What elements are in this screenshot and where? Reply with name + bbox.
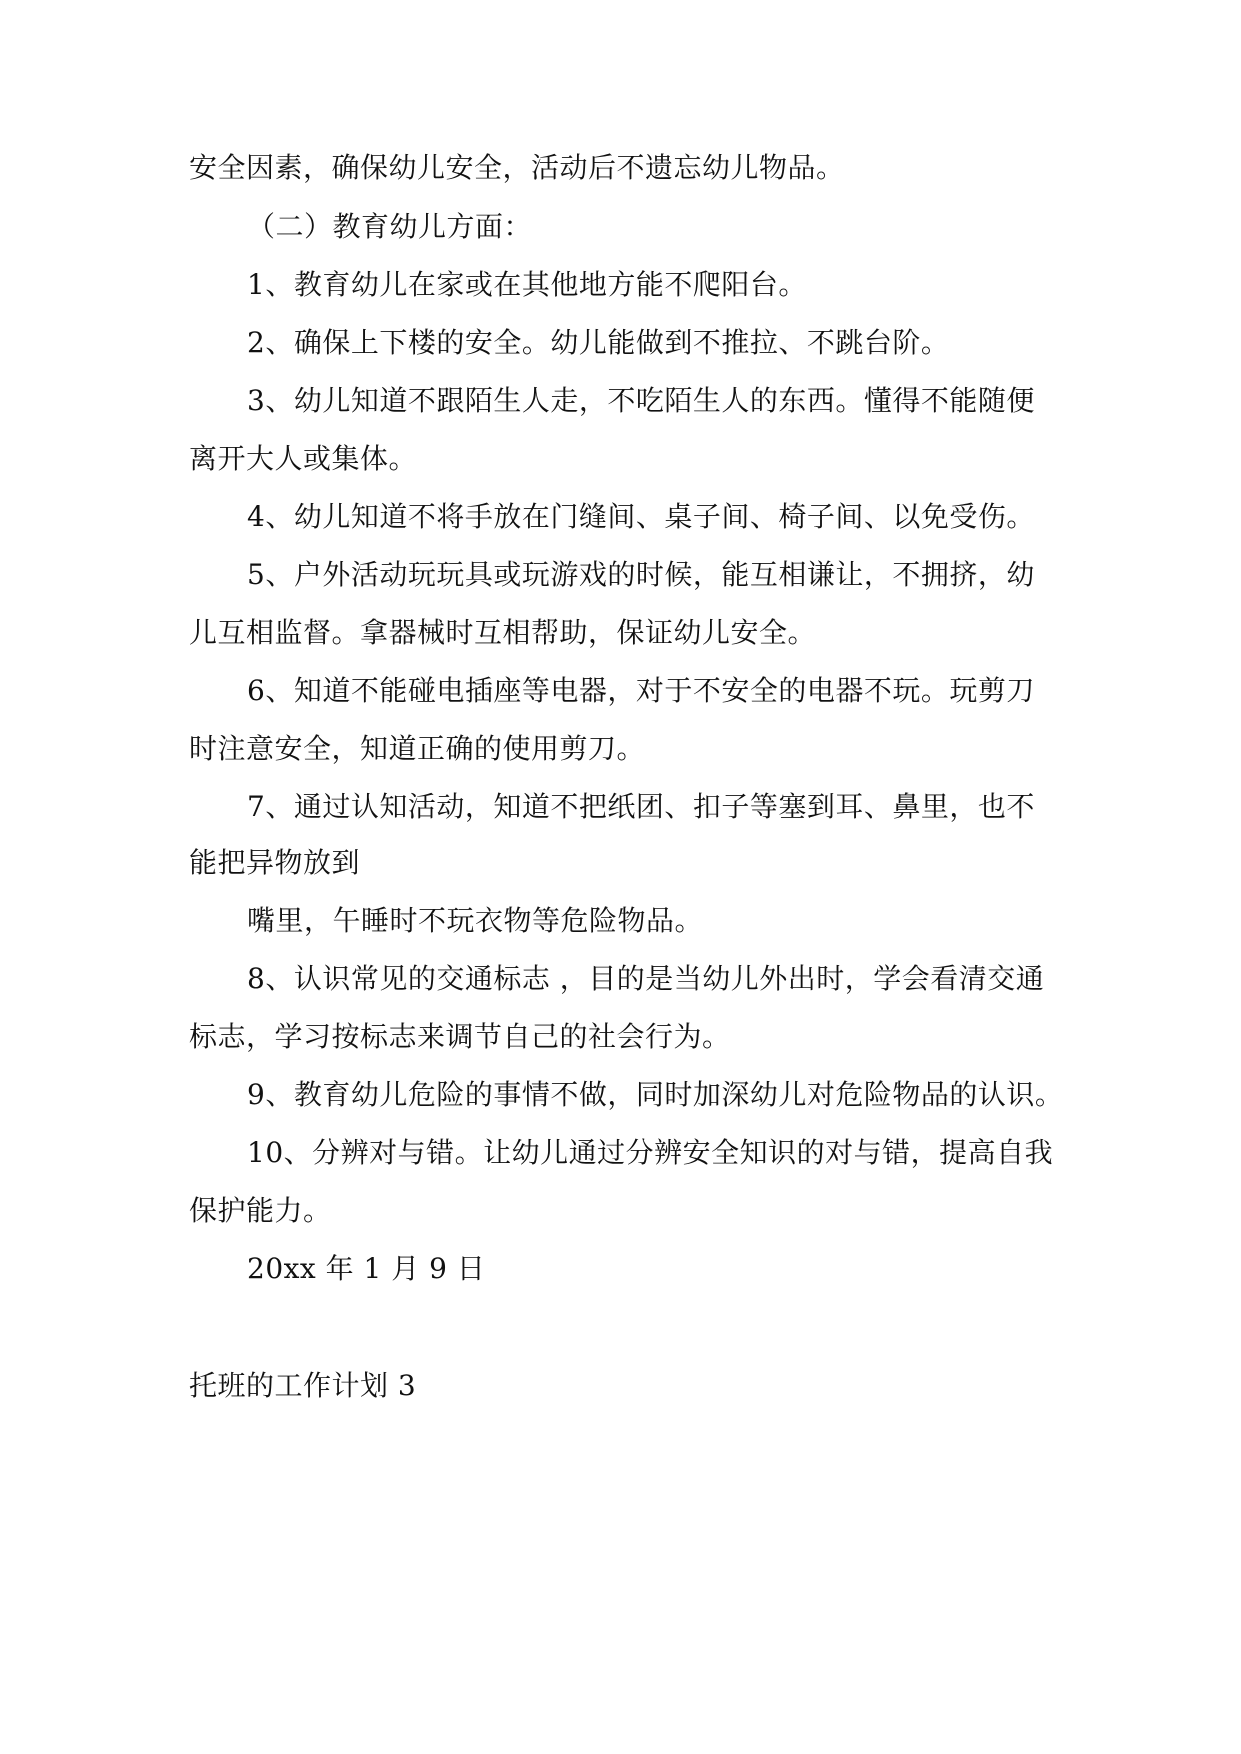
list-item: 5、户外活动玩玩具或玩游戏的时候，能互相谦让，不拥挤，幼 xyxy=(247,558,1035,591)
text-line: 保护能力。 xyxy=(189,1194,332,1227)
text-line: 嘴里，午睡时不玩衣物等危险物品。 xyxy=(247,904,704,937)
list-item: 10、分辨对与错。让幼儿通过分辨安全知识的对与错，提高自我 xyxy=(247,1136,1054,1169)
text-line: 时注意安全，知道正确的使用剪刀。 xyxy=(189,732,646,765)
list-item: 2、确保上下楼的安全。幼儿能做到不推拉、不跳台阶。 xyxy=(247,326,950,359)
list-item: 6、知道不能碰电插座等电器，对于不安全的电器不玩。玩剪刀 xyxy=(247,674,1035,707)
section-heading: （二）教育幼儿方面： xyxy=(247,210,533,243)
text-line: 标志，学习按标志来调节自己的社会行为。 xyxy=(189,1020,731,1053)
list-item: 1、教育幼儿在家或在其他地方能不爬阳台。 xyxy=(247,268,807,301)
text-line: 能把异物放到 xyxy=(189,846,361,879)
list-item: 3、幼儿知道不跟陌生人走，不吃陌生人的东西。懂得不能随便 xyxy=(247,384,1035,417)
text-line: 儿互相监督。拿器械时互相帮助，保证幼儿安全。 xyxy=(189,616,817,649)
list-item: 4、幼儿知道不将手放在门缝间、桌子间、椅子间、以免受伤。 xyxy=(247,500,1035,533)
text-line: 离开大人或集体。 xyxy=(189,442,418,475)
section-title: 托班的工作计划 3 xyxy=(189,1369,417,1402)
list-item: 8、认识常见的交通标志 ，目的是当幼儿外出时，学会看清交通 xyxy=(247,962,1045,995)
list-item: 9、教育幼儿危险的事情不做，同时加深幼儿对危险物品的认识。 xyxy=(247,1078,1064,1111)
list-item: 7、通过认知活动，知道不把纸团、扣子等塞到耳、鼻里，也不 xyxy=(247,790,1035,823)
text-line: 安全因素，确保幼儿安全，活动后不遗忘幼儿物品。 xyxy=(189,151,845,184)
date-line: 20xx 年 1 月 9 日 xyxy=(247,1252,486,1285)
